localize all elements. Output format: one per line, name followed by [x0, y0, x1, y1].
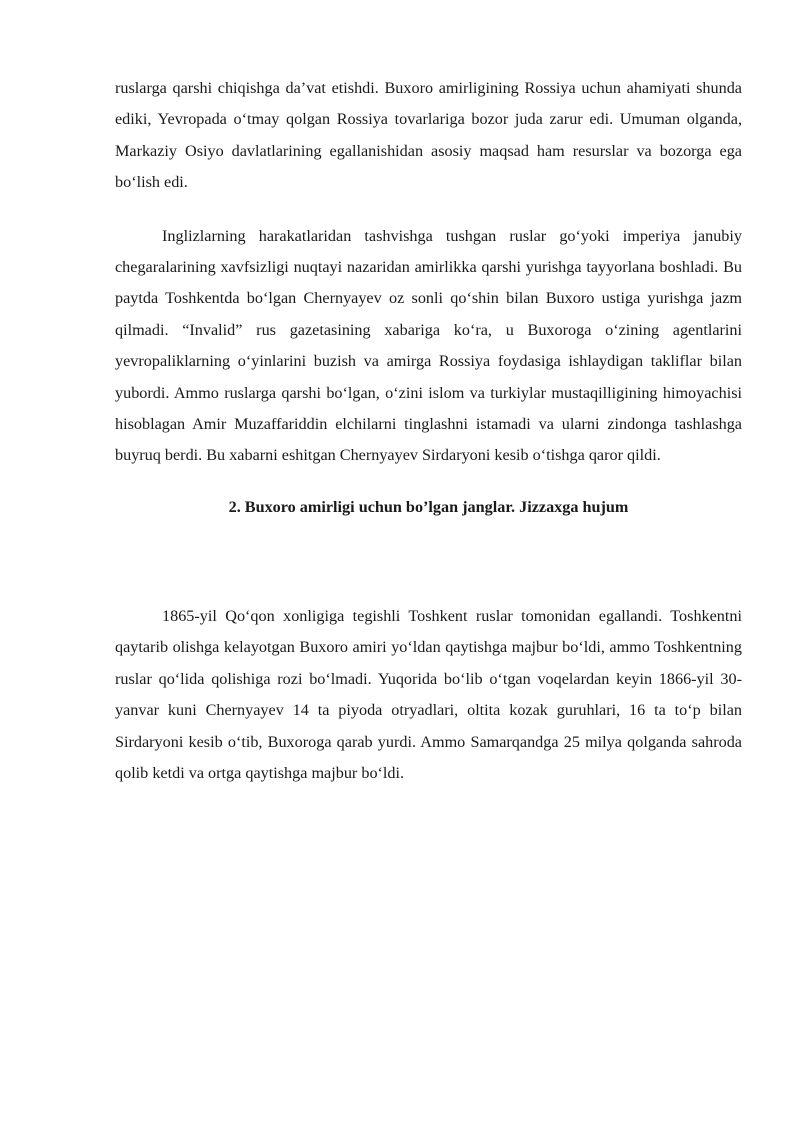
section-heading: 2. Buxoro amirligi uchun bo’lgan janglar. Jizzaxga hujum: [228, 497, 629, 516]
paragraph-british-actions: Inglizlarning harakatlaridan tashvishga tushgan ruslar go‘yoki imperiya janubiy chegaralarining xavfsizligi nuqtayi nazaridan amirlikka qarshi yurishga tayyorlana boshladi. Bu paytda Toshkentda bo‘lgan Chernyayev oz sonli qo‘shin bilan Buxoro ustiga yurishga jazm qilmadi. “Invalid” rus gazetasining xabariga ko‘ra, u Buxoroga o‘zining agentlarini yevropaliklarning o‘yinlarini buzish va amirga Rossiya foydasiga ishlaydigan takliflar bilan yubordi. Ammo ruslarga qarshi bo‘lgan, o‘zini islom va turkiylar mustaqilligining himoyachisi hisoblagan Amir Muzaffariddin elchilarni tinglashni istamadi va ularni zindonga tashlashga buyruq berdi. Bu xabarni eshitgan Chernyayev Sirdaryoni kesib o‘tishga qaror qildi.: [115, 226, 742, 465]
paragraph-intro: ruslarga qarshi chiqishga da’vat etishdi. Buxoro amirligining Rossiya uchun ahamiyati shunda ediki, Yevropada o‘tmay qolgan Rossiya tovarlariga bozor juda zarur edi. Umuman olganda, Markaziy Osiyo davlatlarining egallanishidan asosiy maqsad ham resurslar va bozorga ega bo‘lish edi.: [115, 79, 742, 192]
paragraph-tashkent-1865: 1865-yil Qo‘qon xonligiga tegishli Toshkent ruslar tomonidan egallandi. Toshkentni qaytarib olishga kelayotgan Buxoro amiri yo‘ldan qaytishga majbur bo‘ldi, ammo Toshkentning ruslar qo‘lida qolishiga rozi bo‘lmadi. Yuqorida bo‘lib o‘tgan voqelardan keyin 1866-yil 30-yanvar kuni Chernyayev 14 ta piyoda otryadlari, oltita kozak guruhlari, 16 ta to‘p bilan Sirdaryoni kesib o‘tib, Buxoroga qarab yurdi. Ammo Samarqandga 25 milya qolganda sahroda qolib ketdi va ortga qaytishga majbur bo‘ldi.: [115, 606, 742, 782]
document-page: [115, 73, 742, 789]
